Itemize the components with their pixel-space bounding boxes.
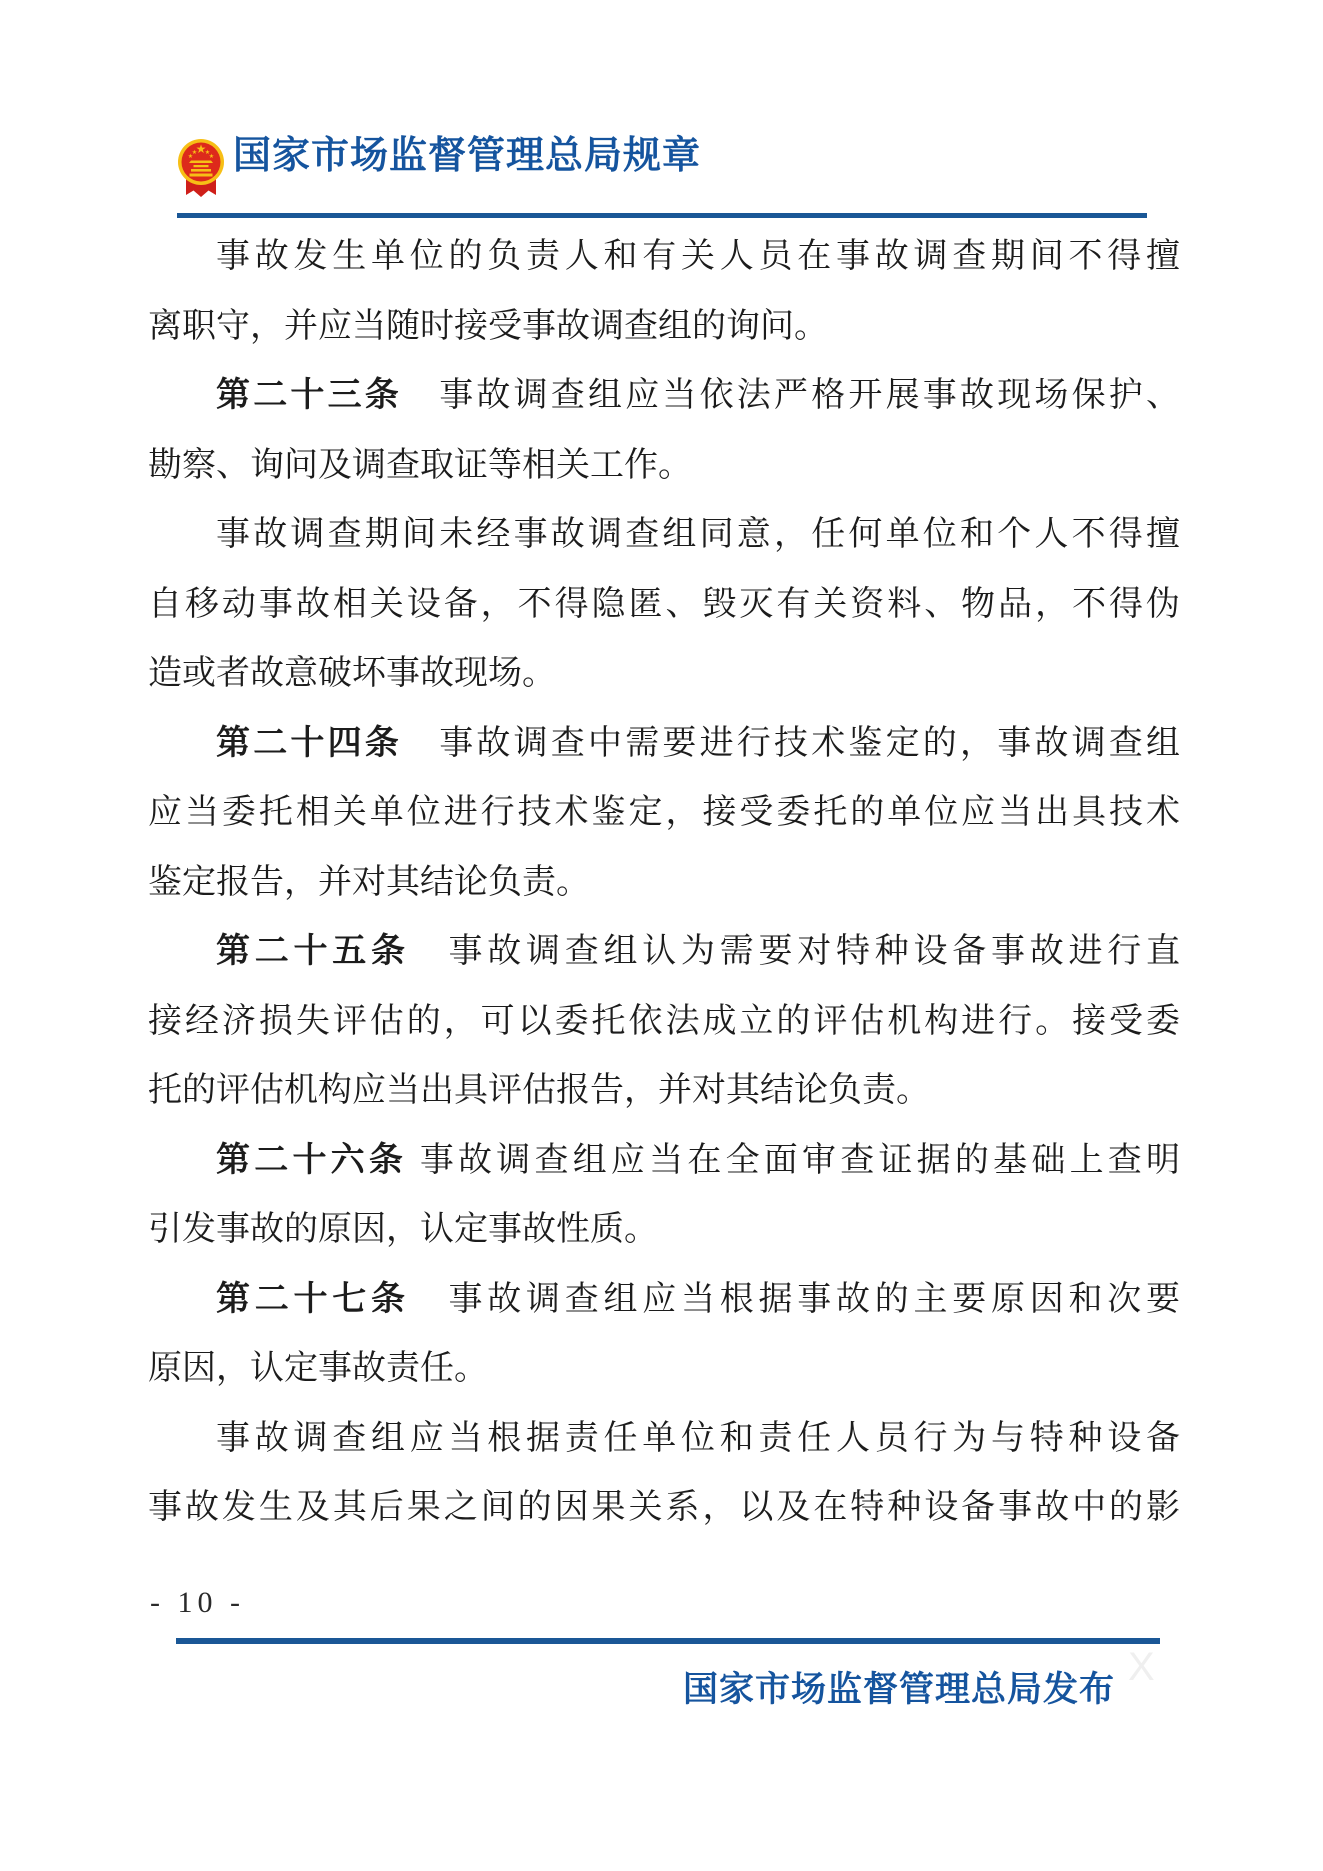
text-line [148, 292, 1180, 362]
text-line [148, 848, 1180, 918]
line-text: 事故调查期间未经事故调查组同意，任何单位和个人不得擅 [216, 516, 1180, 553]
text-line [148, 1473, 1180, 1543]
line-text: 引发事故的原因，认定事故性质。 [148, 1211, 658, 1248]
text-line [148, 1265, 1180, 1335]
header-divider [177, 213, 1147, 218]
line-text: 离职守，并应当随时接受事故调查组的询问。 [148, 307, 828, 345]
article-number: 第二十七条 [216, 1280, 449, 1318]
text-line [148, 778, 1180, 848]
text-line [148, 1404, 1180, 1474]
article-number: 第二十六条 [216, 1141, 420, 1179]
svg-text:★: ★ [204, 149, 211, 156]
text-line [148, 917, 1180, 987]
svg-text:★: ★ [191, 149, 198, 156]
text-line [148, 1334, 1180, 1404]
line-text: 事故调查组认为需要对特种设备事故进行直 [448, 933, 1180, 970]
text-line [148, 1195, 1180, 1265]
article-number: 第二十四条 [216, 724, 440, 762]
line-text: 鉴定报告，并对其结论负责。 [148, 863, 590, 901]
line-text: 事故调查组应当依法严格开展事故现场保护、 [439, 377, 1180, 414]
line-text: 托的评估机构应当出具评估报告，并对其结论负责。 [148, 1072, 930, 1109]
text-line [148, 500, 1180, 570]
line-text: 自移动事故相关设备，不得隐匿、毁灭有关资料、物品，不得伪 [148, 585, 1180, 623]
text-line [148, 1056, 1180, 1126]
line-text: 接经济损失评估的，可以委托依法成立的评估机构进行。接受委 [148, 1002, 1180, 1040]
text-line [148, 709, 1180, 779]
document-body [148, 222, 1180, 1543]
text-line [148, 361, 1180, 431]
line-text: 事故调查组应当在全面审查证据的基础上查明 [419, 1141, 1180, 1179]
china-national-emblem-icon [177, 136, 225, 200]
publisher-label: 国家市场监督管理总局发布 [682, 1670, 1115, 1709]
line-text: 原因，认定事故责任。 [148, 1350, 488, 1387]
line-text: 事故调查组应当根据责任单位和责任人员行为与特种设备 [216, 1419, 1180, 1457]
watermark: X [1128, 1645, 1155, 1689]
line-text: 事故发生及其后果之间的因果关系，以及在特种设备事故中的影 [148, 1489, 1180, 1526]
text-line [148, 570, 1180, 640]
line-text: 事故调查组应当根据事故的主要原因和次要 [448, 1280, 1180, 1318]
text-line [148, 639, 1180, 709]
text-line [148, 1126, 1180, 1196]
article-number: 第二十三条 [216, 377, 440, 414]
text-line [148, 222, 1180, 292]
line-text: 造或者故意破坏事故现场。 [148, 655, 556, 692]
svg-text:★: ★ [195, 142, 207, 156]
svg-text:★: ★ [208, 153, 215, 160]
text-line [148, 431, 1180, 501]
line-text: 事故调查中需要进行技术鉴定的，事故调查组 [439, 724, 1180, 762]
article-number: 第二十五条 [216, 933, 449, 970]
line-text: 勘察、询问及调查取证等相关工作。 [148, 446, 692, 484]
page-number: - 10 - [150, 1586, 245, 1619]
footer-divider [176, 1638, 1160, 1644]
svg-text:★: ★ [187, 153, 194, 160]
text-line [148, 987, 1180, 1057]
line-text: 事故发生单位的负责人和有关人员在事故调查期间不得擅 [216, 238, 1180, 275]
line-text: 应当委托相关单位进行技术鉴定，接受委托的单位应当出具技术 [148, 794, 1180, 831]
page-title: 国家市场监督管理总局规章 [233, 135, 702, 177]
